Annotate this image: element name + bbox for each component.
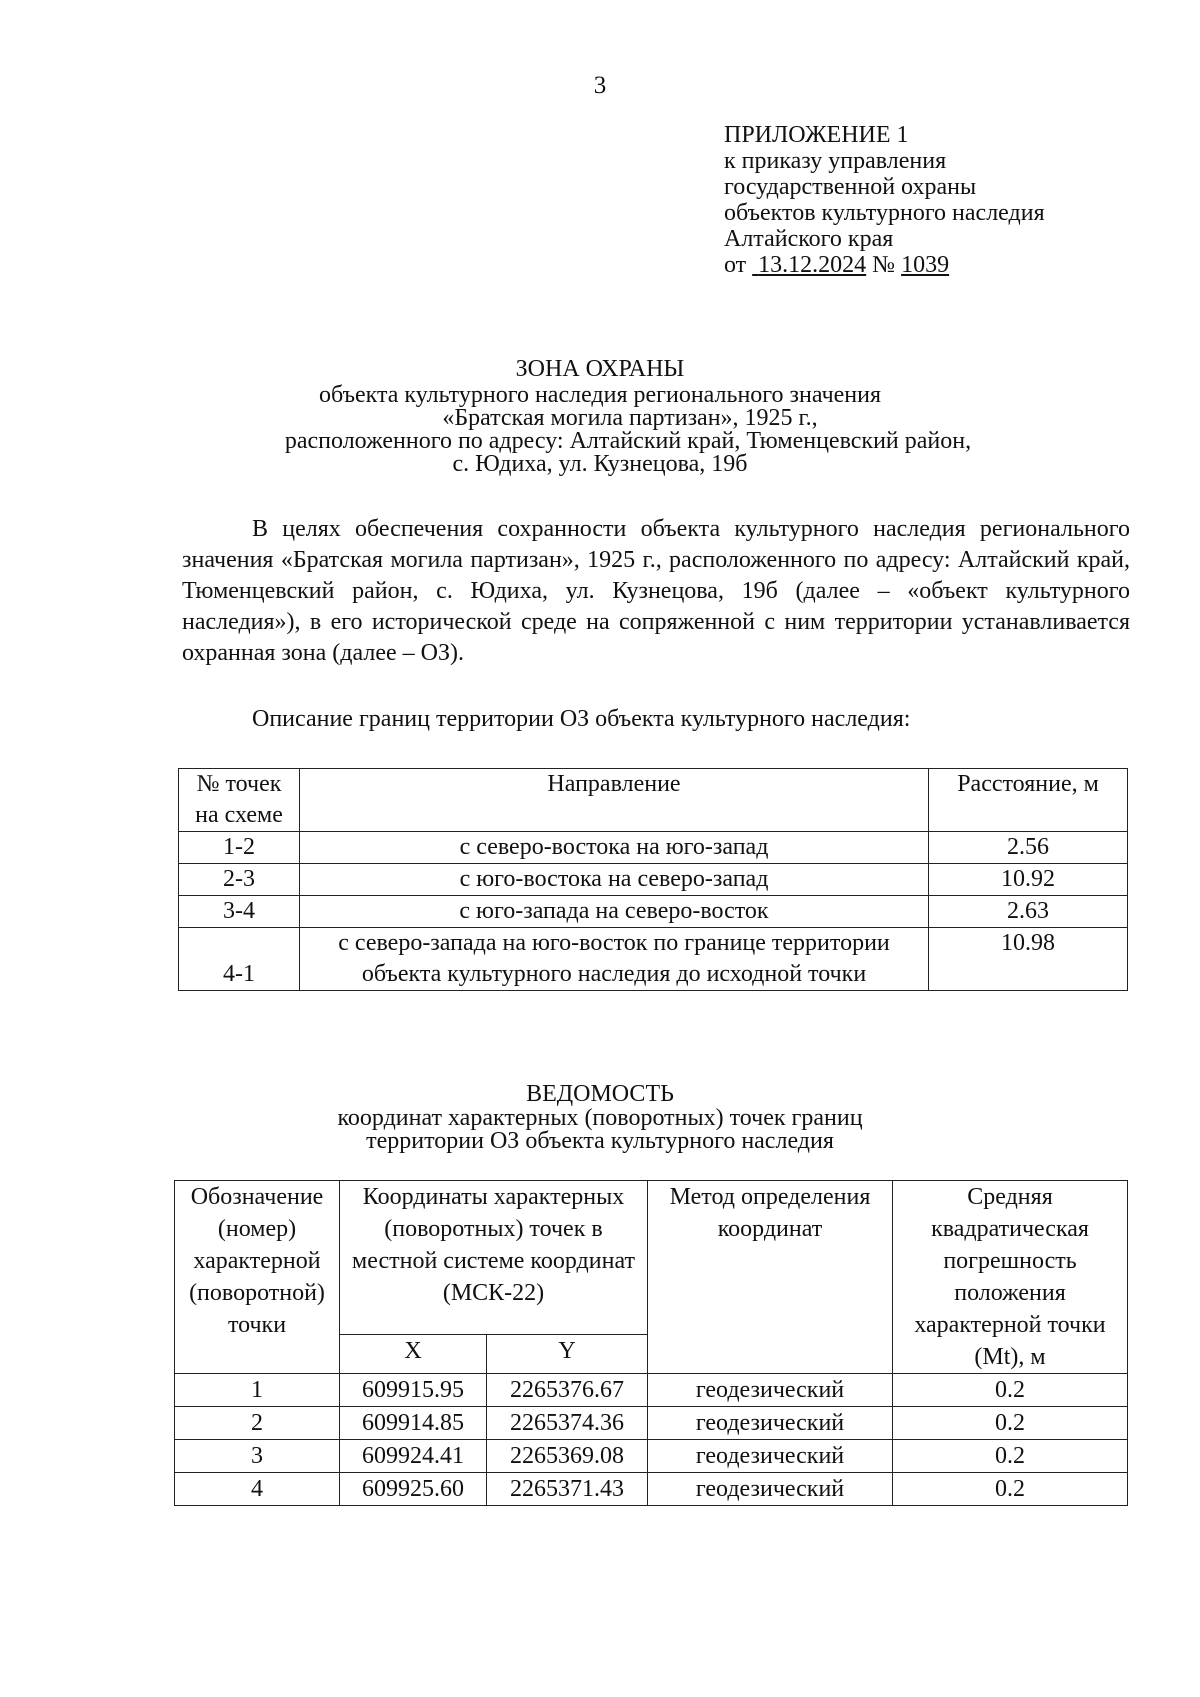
- appendix-block: [724, 122, 1045, 278]
- table-row: [179, 896, 1128, 928]
- table-row: [175, 1440, 1128, 1473]
- point-number-cell: 4: [175, 1473, 340, 1506]
- table-row: [175, 1407, 1128, 1440]
- appendix-line: к приказу управления: [724, 148, 947, 174]
- appendix-line: Алтайского края: [724, 226, 894, 252]
- direction-cell: с юго-запада на северо-восток: [300, 896, 929, 928]
- table-row: [179, 832, 1128, 864]
- point-number-cell: 1: [175, 1374, 340, 1407]
- point-number-cell: 2: [175, 1407, 340, 1440]
- points-cell: 4-1: [179, 928, 300, 991]
- direction-cell: с северо-запада на юго-восток по границе территории объекта культурного наследия до исходной точки: [300, 928, 929, 991]
- header-y: Y: [487, 1334, 648, 1373]
- distance-cell: 10.92: [929, 864, 1128, 896]
- zone-title: ЗОНА ОХРАНЫ: [515, 356, 685, 382]
- header-designation: Обозначение (номер) характерной (поворотной) точки: [175, 1181, 340, 1374]
- vedomost-subtitle: [0, 1107, 1200, 1153]
- table-header-row: [175, 1181, 1128, 1335]
- date-prefix: от: [724, 252, 747, 278]
- y-cell: 2265371.43: [487, 1473, 648, 1506]
- error-cell: 0.2: [893, 1440, 1128, 1473]
- table-row: [175, 1374, 1128, 1407]
- y-cell: 2265374.36: [487, 1407, 648, 1440]
- points-cell: 1-2: [179, 832, 300, 864]
- x-cell: 609925.60: [340, 1473, 487, 1506]
- points-cell: 2-3: [179, 864, 300, 896]
- vedomost-title: ВЕДОМОСТЬ: [526, 1081, 674, 1107]
- direction-cell: с северо-востока на юго-запад: [300, 832, 929, 864]
- y-cell: 2265369.08: [487, 1440, 648, 1473]
- zone-subtitle-line: «Братская могила партизан», 1925 г.,: [442, 405, 818, 431]
- x-cell: 609914.85: [340, 1407, 487, 1440]
- table-row: [179, 928, 1128, 991]
- zone-subtitle-line: расположенного по адресу: Алтайский край, Тюменцевский район,: [284, 428, 972, 454]
- points-cell: 3-4: [179, 896, 300, 928]
- zone-subtitle-line: объекта культурного наследия регионального значения: [318, 382, 882, 408]
- description-heading: Описание границ территории ОЗ объекта культурного наследия:: [252, 706, 911, 732]
- x-cell: 609915.95: [340, 1374, 487, 1407]
- coordinates-table: [174, 1180, 1128, 1506]
- header-distance: Расстояние, м: [929, 769, 1128, 832]
- number-sign: №: [872, 252, 896, 278]
- x-cell: 609924.41: [340, 1440, 487, 1473]
- error-cell: 0.2: [893, 1407, 1128, 1440]
- intro-paragraph: В целях обеспечения сохранности объекта культурного наследия регионального значения «Братская могила партизан», 1925 г., расположенного по адресу: Алтайский край, Тюменцевский район, с. Юдиха, ул. Кузнецова, 19б (далее – «объект культурного наследия»), в его исторической среде на сопряженной с ним территории устанавливается охранная зона (далее – ОЗ).: [182, 516, 1130, 666]
- table-row: [179, 864, 1128, 896]
- header-coordinates: Координаты характерных (поворотных) точек в местной системе координат (МСК-22): [340, 1181, 648, 1335]
- point-number-cell: 3: [175, 1440, 340, 1473]
- header-x: X: [340, 1334, 487, 1373]
- vedomost-subtitle-line: координат характерных (поворотных) точек границ: [337, 1105, 863, 1131]
- method-cell: геодезический: [648, 1407, 893, 1440]
- table-header-row: [179, 769, 1128, 832]
- method-cell: геодезический: [648, 1473, 893, 1506]
- header-direction: Направление: [300, 769, 929, 832]
- appendix-title: ПРИЛОЖЕНИЕ 1: [724, 122, 909, 148]
- order-number: 1039: [901, 252, 950, 278]
- appendix-line: государственной охраны: [724, 174, 977, 200]
- method-cell: геодезический: [648, 1440, 893, 1473]
- error-cell: 0.2: [893, 1374, 1128, 1407]
- header-method: Метод определения координат: [648, 1181, 893, 1374]
- zone-subtitle: [0, 384, 1200, 476]
- page-number: 3: [593, 72, 607, 99]
- distance-cell: 2.63: [929, 896, 1128, 928]
- header-points: № точек на схеме: [179, 769, 300, 832]
- order-date-line: [724, 252, 1045, 278]
- table-row: [175, 1473, 1128, 1506]
- appendix-line: объектов культурного наследия: [724, 200, 1045, 226]
- order-date: 13.12.2024: [758, 252, 867, 278]
- boundary-table: [178, 768, 1128, 991]
- method-cell: геодезический: [648, 1374, 893, 1407]
- header-error: Средняя квадратическая погрешность положения характерной точки (Mt), м: [893, 1181, 1128, 1374]
- zone-subtitle-line: с. Юдиха, ул. Кузнецова, 19б: [452, 451, 748, 477]
- y-cell: 2265376.67: [487, 1374, 648, 1407]
- vedomost-subtitle-line: территории ОЗ объекта культурного наследия: [366, 1128, 834, 1154]
- error-cell: 0.2: [893, 1473, 1128, 1506]
- direction-cell: с юго-востока на северо-запад: [300, 864, 929, 896]
- distance-cell: 2.56: [929, 832, 1128, 864]
- distance-cell: 10.98: [929, 928, 1128, 991]
